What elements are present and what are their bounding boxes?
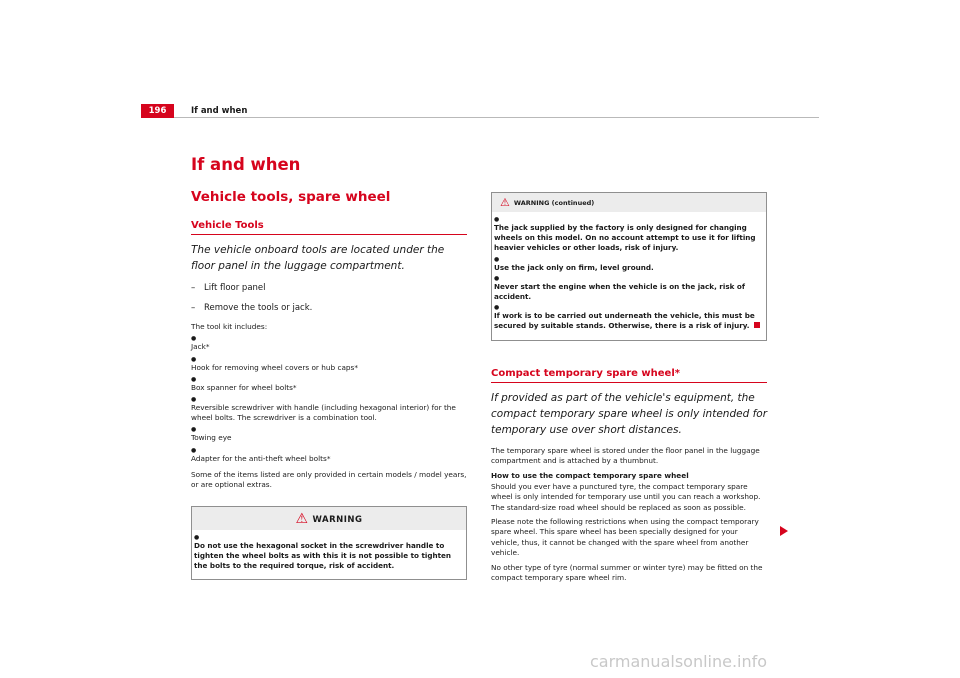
warning-title-continued: WARNING (continued)	[513, 199, 595, 207]
warning-item	[494, 304, 764, 331]
warning-item-text: If work is to be carried out underneath the vehicle, this must be secured by suitable stands. Otherwise, there is a risk of injury.	[494, 311, 755, 331]
warning-item: ● Do not use the hexagonal socket in the screwdriver handle to tighten the wheel bolts as with this it is not possible to tighten the bolts to the required torque, risk of accident.	[194, 534, 464, 572]
paragraph: Please note the following restrictions when using the compact temporary spare wheel. This spare wheel has been specially designed for your vehicle, thus, it cannot be changed with the spare wheel from another vehicle.	[491, 517, 759, 558]
kit-item: ● Towing eye	[191, 426, 467, 443]
paragraph: No other type of tyre (normal summer or winter tyre) may be fitted on the compact temporary spare wheel rim.	[491, 562, 763, 583]
chapter-title: If and when	[191, 155, 301, 174]
step-item: – Remove the tools or jack.	[191, 302, 467, 314]
warning-item: ● The jack supplied by the factory is only designed for changing wheels on this model. On no account attempt to use it for lifting heavier vehicles or other loads, risk of injury.	[494, 216, 764, 254]
warning-item: ● Use the jack only on firm, level ground.	[494, 256, 764, 273]
watermark: carmanualsonline.info	[590, 652, 768, 671]
section-title: Vehicle tools, spare wheel	[191, 189, 391, 205]
paragraph: Should you ever have a punctured tyre, the compact temporary spare wheel is only intended for temporary use until you can reach a workshop. The standard-size road wheel should be replaced as soon as possible.	[491, 481, 761, 512]
kit-item: ● Reversible screwdriver with handle (including hexagonal interior) for the wheel bolts. The screwdriver is a combination tool.	[191, 396, 467, 423]
right-column	[491, 192, 767, 584]
page-number: 196	[141, 104, 174, 118]
step-item: – Lift floor panel	[191, 282, 467, 294]
lead-vehicle-tools: The vehicle onboard tools are located under the floor panel in the luggage compartment.	[191, 244, 445, 272]
kit-item: ● Hook for removing wheel covers or hub caps*	[191, 356, 467, 373]
next-page-arrow-icon[interactable]	[780, 526, 788, 536]
running-header: If and when	[191, 106, 248, 116]
kit-list	[191, 335, 467, 463]
warning-triangle-icon: ⚠	[500, 196, 510, 209]
subsection-title-vehicle-tools: Vehicle Tools	[191, 219, 467, 235]
warning-item: ● Never start the engine when the vehicle is on the jack, risk of accident.	[494, 275, 764, 302]
warning-header-continued	[492, 193, 766, 212]
kit-item: ● Adapter for the anti-theft wheel bolts*	[191, 447, 467, 464]
lead-spare-wheel: If provided as part of the vehicle's equipment, the compact temporary spare wheel is only intended for temporary use over short distances.	[491, 391, 768, 436]
subsection-title-spare-wheel: Compact temporary spare wheel*	[491, 367, 767, 383]
warning-header	[192, 507, 466, 530]
warning-title: WARNING	[312, 514, 363, 525]
paragraph-heading: How to use the compact temporary spare wheel	[491, 471, 689, 481]
warning-body	[192, 530, 466, 580]
warning-list	[194, 534, 464, 572]
kit-item: ● Jack*	[191, 335, 467, 352]
warning-triangle-icon: ⚠	[295, 510, 309, 527]
left-column	[191, 150, 467, 580]
warning-list-continued	[494, 216, 764, 332]
paragraph: The temporary spare wheel is stored under the floor panel in the luggage compartment and is attached by a thumbnut.	[491, 445, 760, 466]
warning-box	[191, 506, 467, 581]
end-square-icon	[754, 322, 760, 328]
warning-box-continued	[491, 192, 767, 341]
kit-intro: The tool kit includes:	[191, 322, 268, 331]
kit-item: ● Box spanner for wheel bolts*	[191, 376, 467, 393]
warning-body-continued	[492, 212, 766, 340]
step-list	[191, 282, 467, 314]
availability-note: Some of the items listed are only provided in certain models / model years, or are optional extras.	[191, 469, 467, 490]
